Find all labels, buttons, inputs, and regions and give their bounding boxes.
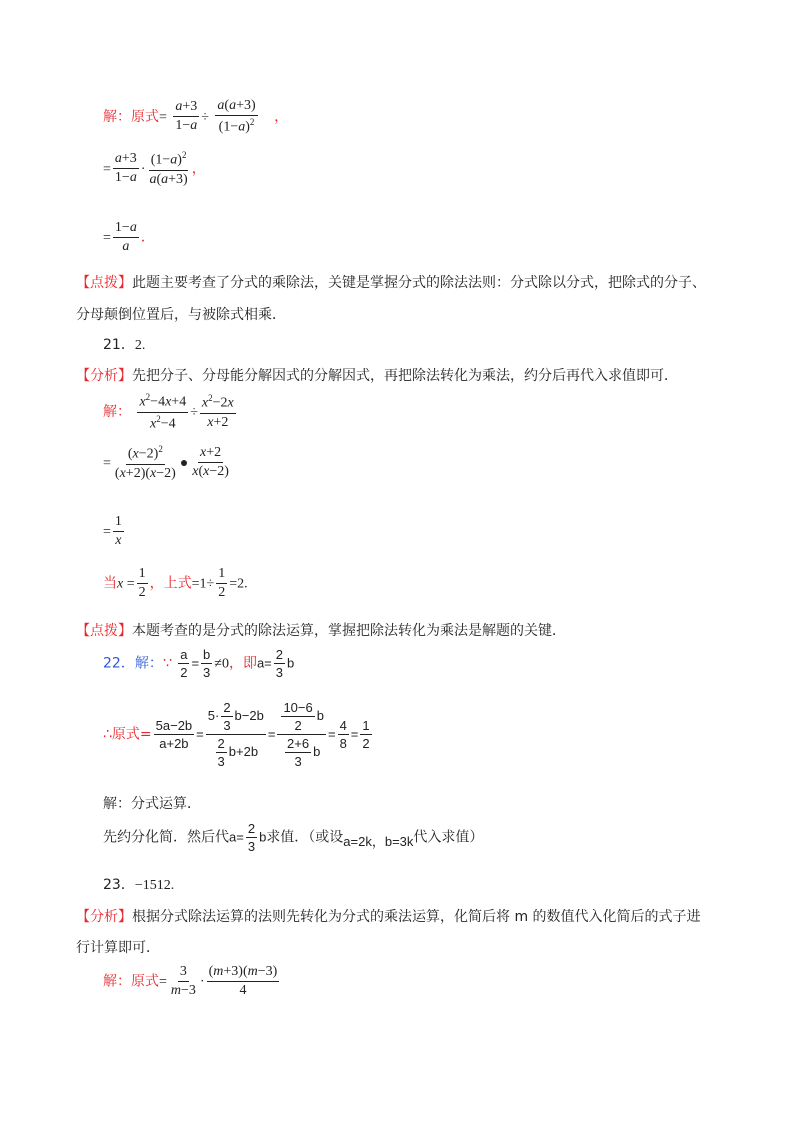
solution-23-line-1: 解：原式= $\frac{3}{m-3}$ · $\frac{(m+3)(m-3)}{4}$ bbox=[103, 964, 278, 998]
fraction: $\frac{a(a+3)}{(1-a)^2}$ bbox=[217, 98, 256, 135]
analysis-21 bbox=[76, 365, 678, 385]
namely-label: ，即 bbox=[228, 655, 257, 672]
hint-text: 本题考查的是分式的除法运算，掌握把除法转化为乘法是解题的关键． bbox=[132, 623, 566, 639]
question-21 bbox=[103, 334, 145, 354]
solution-line-2: = $\frac{a+3}{1-a}$ · $\frac{(1-a)^2}{a(a+3)}$ ， bbox=[103, 150, 206, 187]
comma: ， bbox=[274, 108, 289, 125]
analysis-text: 根据分式除法运算的法则先转化为分式的乘法运算，化简后将 m 的数值代入化简后的式子进 bbox=[132, 909, 701, 925]
comma: ， bbox=[191, 160, 206, 177]
fraction: $\frac{a}{2}$ bbox=[180, 647, 188, 680]
fraction: $\frac{1}{2}$ bbox=[362, 718, 370, 751]
fraction: $\frac{5a-2b}{a+2b}$ bbox=[155, 718, 193, 751]
solution-21-substitute: 当x = $\frac{1}{2}$ ，上式=1÷ $\frac{1}{2}$ =2. bbox=[103, 566, 248, 600]
analysis-23 bbox=[76, 906, 701, 926]
expression-label: 上式 bbox=[163, 575, 192, 592]
answer: −1512 bbox=[134, 878, 171, 893]
solution-21-line-3: = $\frac{1}{x}$ bbox=[103, 514, 122, 548]
method-text: 代入求值） bbox=[413, 829, 484, 846]
fraction: $\frac{x+2}{x(x-2)}$ bbox=[192, 445, 229, 480]
method-variables: a=2k，b=3k bbox=[343, 833, 414, 849]
method-text: 求值．（或设 bbox=[266, 829, 344, 846]
fraction: $\frac{b}{3}$ bbox=[203, 647, 211, 680]
fraction: $\frac{10-6}{2}$ b $\frac{2+6}{3}$ b bbox=[277, 700, 326, 769]
fullstop: ． bbox=[140, 229, 155, 246]
question-22: 22．解：∵ $\frac{a}{2}$ = $\frac{b}{3}$ ≠0，即a= $\frac{2}{3}$ b bbox=[103, 647, 295, 680]
hint-21 bbox=[76, 620, 566, 640]
fraction: $\frac{a+3}{1-a}$ bbox=[175, 99, 198, 134]
solution-line-1: 解：原式= $\frac{a+3}{1-a}$ ÷ $\frac{a(a+3)}{(1-a)^2}$ ， bbox=[103, 98, 289, 135]
hint-paragraph-1 bbox=[76, 272, 706, 292]
hint-label: 【点拨】 bbox=[76, 275, 132, 291]
analysis-text: 先把分子、分母能分解因式的分解因式，再把除法转化为乘法，约分后再代入求值即可． bbox=[132, 368, 678, 384]
question-22-result: ∴原式= $\frac{5a-2b}{a+2b}$ = 5· $\frac{2}{3}$ b−2b $\frac{2}{3}$ b+2b = $\frac{10-6}{2}$ b $\frac{2+6}{3}$ b = $\frac{4}{8}$ = $\frac{1}{2}$ bbox=[103, 700, 370, 769]
fraction: $\frac{(x-2)^2}{(x+2)(x-2)}$ bbox=[114, 444, 176, 481]
hint-text: 此题主要考查了分式的乘除法，关键是掌握分式的除法法则：分式除以分式，把除式的分子、 bbox=[132, 275, 706, 291]
hint-label: 【点拨】 bbox=[76, 623, 132, 639]
answer: 2. bbox=[134, 338, 146, 353]
comma: ， bbox=[149, 575, 164, 592]
fraction: $\frac{4}{8}$ bbox=[339, 718, 347, 751]
method-text: 先约分化简．然后代 bbox=[103, 829, 229, 846]
fraction: $\frac{(m+3)(m-3)}{4}$ bbox=[208, 964, 278, 998]
fraction: $\frac{1}{x}$ bbox=[114, 514, 122, 548]
solution-label: 解：原式 bbox=[103, 108, 159, 125]
fraction: $\frac{x^2-4x+4}{x^2-4}$ bbox=[139, 392, 187, 432]
fraction: $\frac{a+3}{1-a}$ bbox=[114, 151, 137, 186]
solution-label: 解： bbox=[103, 404, 131, 421]
fraction: 5· $\frac{2}{3}$ b−2b $\frac{2}{3}$ b+2b bbox=[207, 700, 264, 769]
when-label: 当 bbox=[103, 575, 117, 592]
question-label: 22．解： bbox=[103, 655, 163, 672]
analysis-label: 【分析】 bbox=[76, 368, 132, 384]
question-number: 21． bbox=[103, 337, 135, 353]
hint-paragraph-1-line-2: 分母颠倒位置后，与被除式相乘． bbox=[76, 307, 286, 323]
fraction: $\frac{1}{2}$ bbox=[218, 566, 226, 600]
question-22-note: 解：分式运算． bbox=[103, 796, 201, 812]
fraction: $\frac{x^2-2x}{x+2}$ bbox=[201, 393, 234, 430]
fraction: $\frac{2}{3}$ bbox=[247, 821, 256, 854]
fraction: $\frac{3}{m-3}$ bbox=[170, 964, 196, 998]
analysis-23-line-2: 行计算即可． bbox=[76, 940, 160, 956]
analysis-label: 【分析】 bbox=[76, 909, 132, 925]
solution-line-3: = $\frac{1-a}{a}$ ． bbox=[103, 220, 155, 254]
fraction: $\frac{1-a}{a}$ bbox=[114, 220, 137, 254]
therefore-label: ∴原式= bbox=[103, 726, 152, 743]
because-symbol: ∵ bbox=[162, 655, 172, 672]
solution-21-line-1: 解： $\frac{x^2-4x+4}{x^2-4}$ ÷ $\frac{x^2-2x}{x+2}$ bbox=[103, 392, 234, 432]
fraction: $\frac{1}{2}$ bbox=[138, 566, 146, 600]
question-22-method: 先约分化简．然后代a= $\frac{2}{3}$ b求值．（或设a=2k，b=3k代入求值） bbox=[103, 821, 484, 854]
question-number: 23． bbox=[103, 877, 135, 893]
fraction: $\frac{2}{3}$ bbox=[275, 647, 284, 680]
solution-label: 解：原式 bbox=[103, 973, 159, 990]
question-23: 23．−1512. bbox=[103, 877, 175, 893]
fraction: $\frac{(1-a)^2}{a(a+3)}$ bbox=[149, 150, 188, 187]
solution-21-line-2: = $\frac{(x-2)^2}{(x+2)(x-2)}$ ● $\frac{x+2}{x(x-2)}$ bbox=[103, 444, 229, 481]
